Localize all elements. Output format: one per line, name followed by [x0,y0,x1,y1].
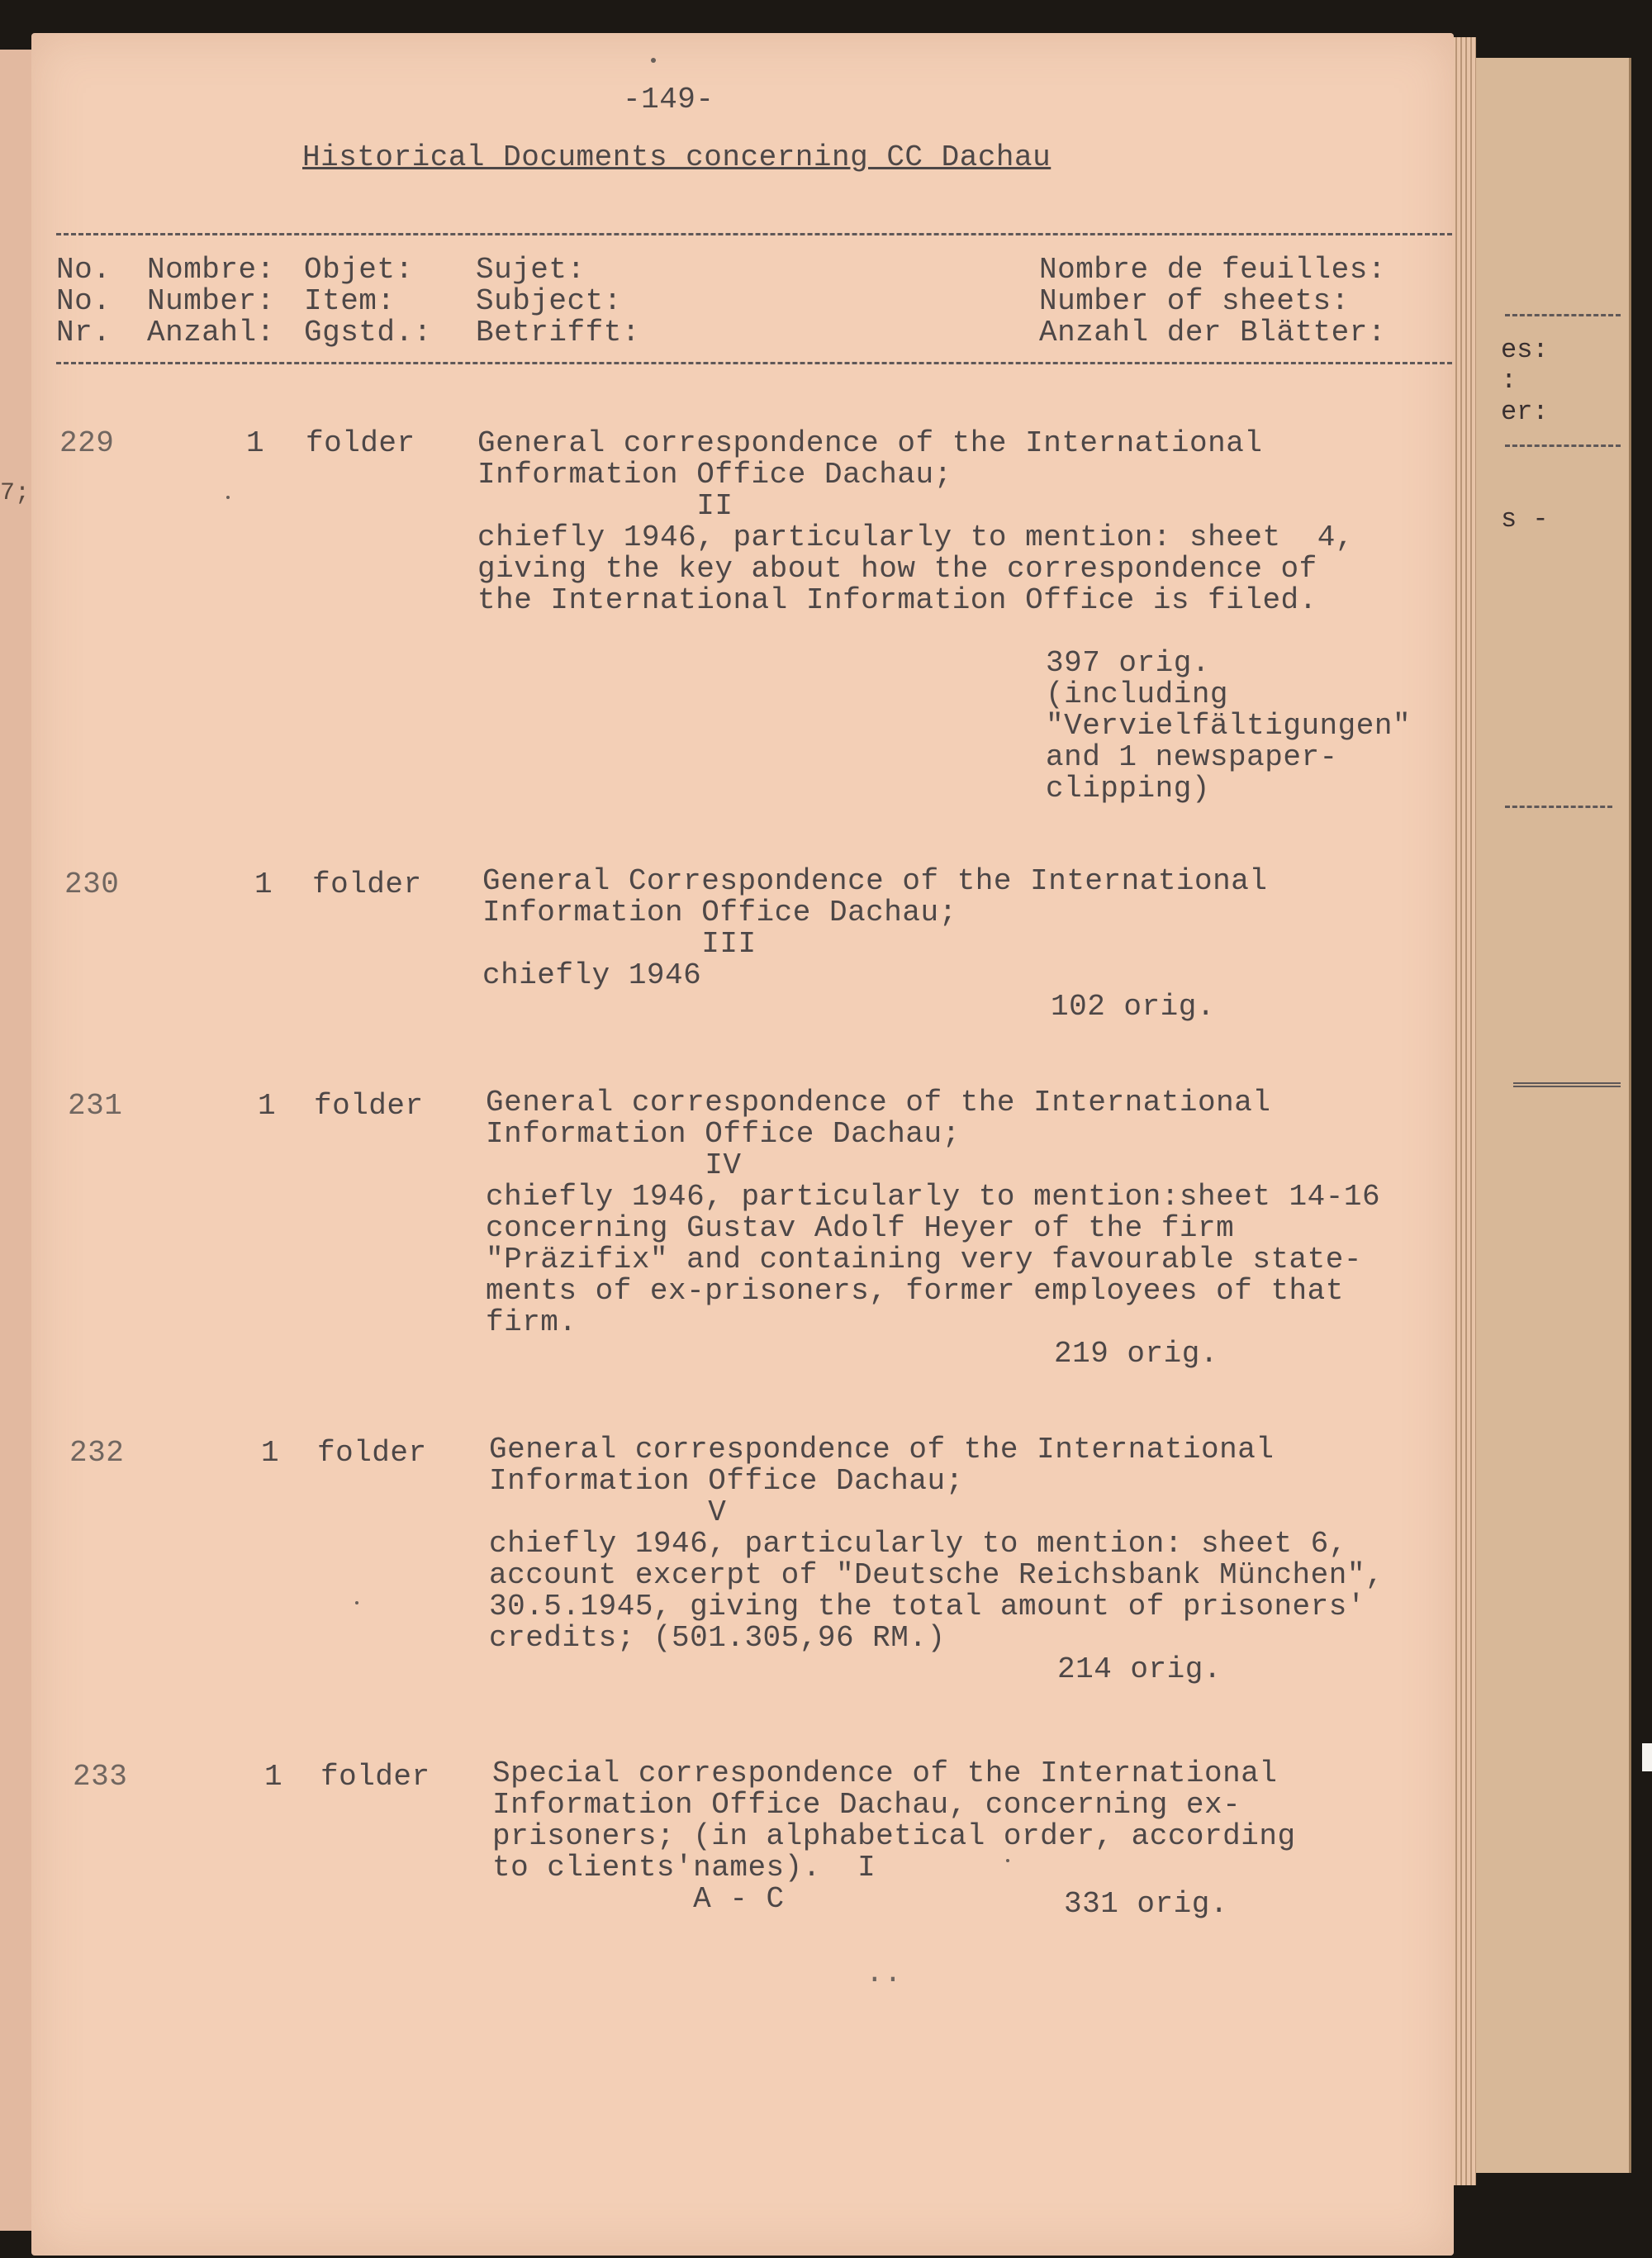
entry-number: 232 [69,1436,125,1470]
subject-line: ments of ex-prisoners, former employees of that [486,1274,1344,1308]
subject-line: General correspondence of the International [489,1433,1275,1467]
subject-line: A - C [492,1882,785,1916]
header-no: No. [56,253,112,287]
header-count: Nombre: [147,253,275,287]
sheets-line: clipping) [1046,772,1210,806]
document-title: Historical Documents concerning CC Dachau [302,140,1051,174]
header-no: Nr. [56,316,112,349]
ink-dot [1006,1859,1009,1862]
subject-line: IV [486,1148,742,1182]
sheets-line: "Vervielfältigungen" [1046,709,1412,743]
sheets-line: 102 orig. [1051,990,1215,1024]
subject-line: prisoners; (in alphabetical order, according [492,1819,1296,1853]
subject-line: III [482,927,757,961]
entry-item: folder [306,426,415,460]
subject-line: General correspondence of the International [477,426,1263,460]
entry-item: folder [314,1089,424,1123]
sheets-line: 219 orig. [1054,1337,1218,1371]
sheets-line: 214 orig. [1057,1652,1222,1686]
subject-line: chiefly 1946, particularly to mention: sheet 6, [489,1527,1347,1561]
subject-line: Information Office Dachau, concerning ex- [492,1788,1241,1822]
subject-line: 30.5.1945, giving the total amount of prisoners' [489,1590,1365,1623]
sheets-line: 331 orig. [1064,1887,1228,1921]
entry-item: folder [312,868,422,901]
header-count: Anzahl: [147,316,275,349]
subject-line: chiefly 1946, particularly to mention: sheet 4, [477,521,1354,554]
entry-number: 230 [64,868,120,901]
subject-line: account excerpt of "Deutsche Reichsbank München", [489,1558,1384,1592]
entry-number: 231 [68,1089,123,1123]
subject-line: chiefly 1946 [482,958,702,992]
sheets-line: (including [1046,677,1229,711]
subject-line: Information Office Dachau; [482,896,957,929]
header-rule-bottom [56,362,1452,364]
subject-line: Information Office Dachau; [489,1464,964,1498]
subject-line: V [489,1495,727,1529]
header-subject: Betrifft: [476,316,640,349]
entry-count: 1 [254,868,273,901]
sheets-line: 397 orig. [1046,646,1210,680]
ink-dot [651,58,656,63]
header-sheets: Number of sheets: [1039,284,1350,318]
right-page-fragment: er: [1501,397,1549,427]
entry-item: folder [317,1436,427,1470]
ink-dot [226,496,230,499]
left-adjacent-page [0,50,36,2231]
header-subject: Sujet: [476,253,586,287]
entry-number: 229 [59,426,115,460]
subject-line: chiefly 1946, particularly to mention:sheet 14-16 [486,1180,1381,1214]
entry-count: 1 [261,1436,280,1470]
paper-tab [1642,1743,1652,1771]
subject-line: concerning Gustav Adolf Heyer of the firm [486,1211,1235,1245]
subject-line: to clients'names). I [492,1851,876,1885]
header-sheets: Nombre de feuilles: [1039,253,1386,287]
page-number: -149- [623,83,714,116]
left-page-fragment: 7; [0,479,31,507]
entry-number: 233 [73,1760,128,1794]
header-count: Number: [147,284,275,318]
header-sheets: Anzahl der Blätter: [1039,316,1386,349]
right-page-fragment: : [1501,365,1517,396]
header-item: Ggstd.: [304,316,432,349]
right-page-fragment: es: [1501,335,1549,365]
entry-count: 1 [258,1089,277,1123]
entry-count: 1 [264,1760,283,1794]
subject-line: the International Information Office is filed. [477,583,1317,617]
subject-line: giving the key about how the correspondence of [477,552,1317,586]
header-no: No. [56,284,112,318]
subject-line: Special correspondence of the International [492,1756,1278,1790]
right-page-fragment: s - [1501,504,1549,535]
right-adjacent-page [1462,58,1631,2173]
header-item: Item: [304,284,396,318]
subject-line: II [477,489,733,523]
subject-line: credits; (501.305,96 RM.) [489,1621,946,1655]
subject-line: Information Office Dachau; [486,1117,961,1151]
subject-line: Information Office Dachau; [477,458,952,492]
subject-line: firm. [486,1305,577,1339]
header-subject: Subject: [476,284,622,318]
continuation-mark: .. [866,1956,903,1990]
header-item: Objet: [304,253,414,287]
subject-line: "Präzifix" and containing very favourable state- [486,1243,1362,1276]
entry-item: folder [320,1760,430,1794]
ink-dot [355,1601,358,1604]
entry-count: 1 [246,426,265,460]
subject-line: General Correspondence of the International [482,864,1268,898]
header-rule-top [56,233,1452,235]
subject-line: General correspondence of the International [486,1086,1271,1119]
document-page [31,33,1454,2256]
sheets-line: and 1 newspaper- [1046,740,1338,774]
